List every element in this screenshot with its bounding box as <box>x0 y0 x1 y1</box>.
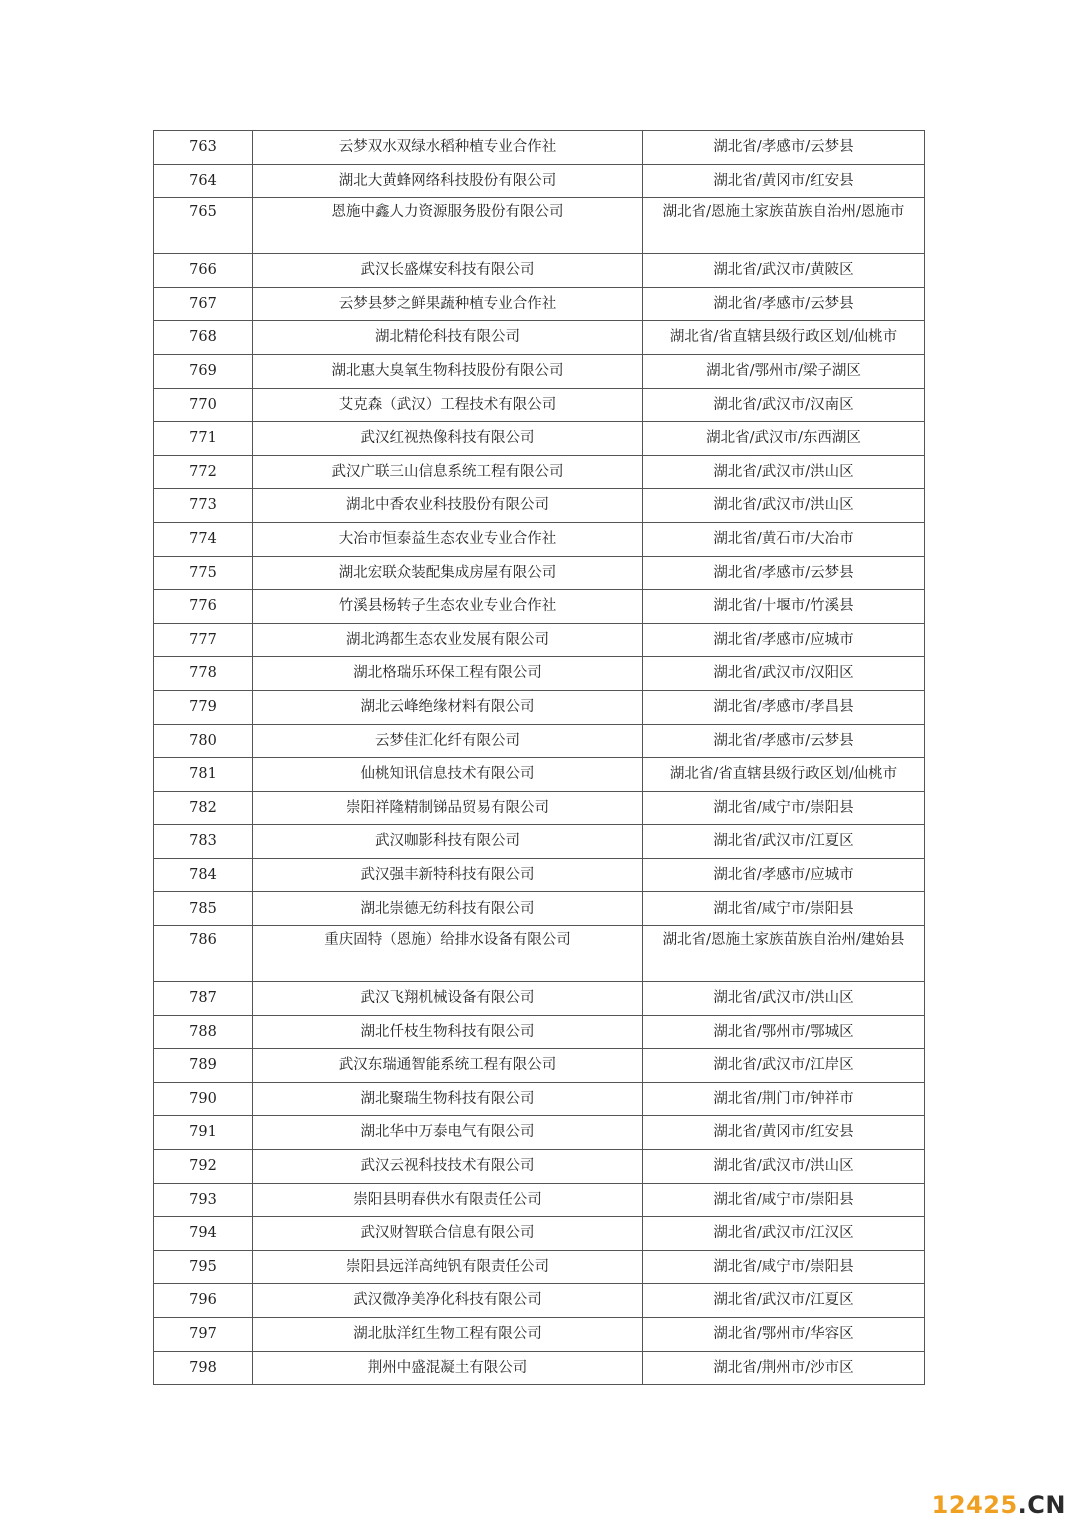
table-row <box>154 623 925 657</box>
table-row <box>154 422 925 456</box>
table-row <box>154 892 925 926</box>
row-number: 773 <box>154 489 253 523</box>
company-name: 湖北精伦科技有限公司 <box>253 321 643 355</box>
company-list-table <box>153 130 925 1385</box>
region-path: 湖北省/武汉市/汉阳区 <box>643 657 925 691</box>
region-path: 湖北省/咸宁市/崇阳县 <box>643 791 925 825</box>
row-number: 763 <box>154 131 253 165</box>
site-watermark <box>932 1491 1066 1519</box>
table-row <box>154 982 925 1016</box>
company-name: 荆州中盛混凝土有限公司 <box>253 1351 643 1385</box>
company-name: 湖北华中万泰电气有限公司 <box>253 1116 643 1150</box>
company-name: 湖北宏联众装配集成房屋有限公司 <box>253 556 643 590</box>
company-name: 武汉红视热像科技有限公司 <box>253 422 643 456</box>
company-name: 竹溪县杨转子生态农业专业合作社 <box>253 590 643 624</box>
company-name: 湖北仟枝生物科技有限公司 <box>253 1015 643 1049</box>
row-number: 775 <box>154 556 253 590</box>
row-number: 794 <box>154 1217 253 1251</box>
row-number: 768 <box>154 321 253 355</box>
row-number: 764 <box>154 164 253 198</box>
company-name: 云梦县梦之鲜果蔬种植专业合作社 <box>253 287 643 321</box>
row-number: 774 <box>154 522 253 556</box>
region-path: 湖北省/武汉市/江夏区 <box>643 825 925 859</box>
row-number: 791 <box>154 1116 253 1150</box>
table-row <box>154 354 925 388</box>
table-row <box>154 131 925 165</box>
table-row <box>154 1250 925 1284</box>
row-number: 796 <box>154 1284 253 1318</box>
row-number: 782 <box>154 791 253 825</box>
row-number: 772 <box>154 455 253 489</box>
company-name: 崇阳县明春供水有限责任公司 <box>253 1183 643 1217</box>
row-number: 797 <box>154 1318 253 1352</box>
region-path: 湖北省/孝感市/云梦县 <box>643 724 925 758</box>
row-number: 771 <box>154 422 253 456</box>
region-path: 湖北省/武汉市/汉南区 <box>643 388 925 422</box>
region-path: 湖北省/武汉市/江汉区 <box>643 1217 925 1251</box>
table-row <box>154 825 925 859</box>
row-number: 798 <box>154 1351 253 1385</box>
table-row <box>154 858 925 892</box>
company-name: 艾克森（武汉）工程技术有限公司 <box>253 388 643 422</box>
region-path: 湖北省/恩施土家族苗族自治州/建始县 <box>643 926 925 982</box>
company-name: 湖北云峰绝缘材料有限公司 <box>253 690 643 724</box>
company-name: 武汉飞翔机械设备有限公司 <box>253 982 643 1016</box>
region-path: 湖北省/荆州市/沙市区 <box>643 1351 925 1385</box>
row-number: 790 <box>154 1082 253 1116</box>
table-row <box>154 1318 925 1352</box>
table-row <box>154 556 925 590</box>
company-name: 武汉长盛煤安科技有限公司 <box>253 254 643 288</box>
company-name: 恩施中鑫人力资源服务股份有限公司 <box>253 198 643 254</box>
watermark-suffix: .CN <box>1017 1491 1066 1519</box>
row-number: 792 <box>154 1150 253 1184</box>
region-path: 湖北省/武汉市/江岸区 <box>643 1049 925 1083</box>
row-number: 767 <box>154 287 253 321</box>
company-name: 崇阳祥隆精制锑品贸易有限公司 <box>253 791 643 825</box>
company-name: 大冶市恒泰益生态农业专业合作社 <box>253 522 643 556</box>
row-number: 795 <box>154 1250 253 1284</box>
region-path: 湖北省/武汉市/洪山区 <box>643 489 925 523</box>
row-number: 776 <box>154 590 253 624</box>
region-path: 湖北省/武汉市/江夏区 <box>643 1284 925 1318</box>
region-path: 湖北省/鄂州市/华容区 <box>643 1318 925 1352</box>
table-row <box>154 455 925 489</box>
company-name: 湖北聚瑞生物科技有限公司 <box>253 1082 643 1116</box>
company-name: 湖北肽洋红生物工程有限公司 <box>253 1318 643 1352</box>
row-number: 769 <box>154 354 253 388</box>
table-row <box>154 1049 925 1083</box>
table-row <box>154 1183 925 1217</box>
company-name: 武汉广联三山信息系统工程有限公司 <box>253 455 643 489</box>
table-row <box>154 590 925 624</box>
row-number: 788 <box>154 1015 253 1049</box>
region-path: 湖北省/咸宁市/崇阳县 <box>643 1183 925 1217</box>
region-path: 湖北省/孝感市/云梦县 <box>643 287 925 321</box>
table-row <box>154 1217 925 1251</box>
company-name: 武汉强丰新特科技有限公司 <box>253 858 643 892</box>
row-number: 777 <box>154 623 253 657</box>
table-row <box>154 1082 925 1116</box>
company-name: 湖北中香农业科技股份有限公司 <box>253 489 643 523</box>
row-number: 783 <box>154 825 253 859</box>
region-path: 湖北省/孝感市/云梦县 <box>643 131 925 165</box>
table-row <box>154 522 925 556</box>
company-name: 湖北大黄蜂网络科技股份有限公司 <box>253 164 643 198</box>
region-path: 湖北省/鄂州市/鄂城区 <box>643 1015 925 1049</box>
region-path: 湖北省/鄂州市/梁子湖区 <box>643 354 925 388</box>
region-path: 湖北省/恩施土家族苗族自治州/恩施市 <box>643 198 925 254</box>
table-row <box>154 758 925 792</box>
row-number: 781 <box>154 758 253 792</box>
row-number: 779 <box>154 690 253 724</box>
row-number: 784 <box>154 858 253 892</box>
region-path: 湖北省/省直辖县级行政区划/仙桃市 <box>643 321 925 355</box>
row-number: 789 <box>154 1049 253 1083</box>
table-row <box>154 690 925 724</box>
row-number: 766 <box>154 254 253 288</box>
region-path: 湖北省/武汉市/洪山区 <box>643 1150 925 1184</box>
table-row <box>154 388 925 422</box>
row-number: 780 <box>154 724 253 758</box>
region-path: 湖北省/省直辖县级行政区划/仙桃市 <box>643 758 925 792</box>
region-path: 湖北省/孝感市/应城市 <box>643 858 925 892</box>
table-row <box>154 489 925 523</box>
row-number: 765 <box>154 198 253 254</box>
table-row <box>154 1150 925 1184</box>
table-row <box>154 1351 925 1385</box>
company-name: 武汉财智联合信息有限公司 <box>253 1217 643 1251</box>
row-number: 786 <box>154 926 253 982</box>
company-name: 云梦佳汇化纤有限公司 <box>253 724 643 758</box>
table-row <box>154 198 925 254</box>
region-path: 湖北省/咸宁市/崇阳县 <box>643 1250 925 1284</box>
company-name: 武汉咖影科技有限公司 <box>253 825 643 859</box>
company-name: 武汉微净美净化科技有限公司 <box>253 1284 643 1318</box>
region-path: 湖北省/黄冈市/红安县 <box>643 1116 925 1150</box>
table-row <box>154 1284 925 1318</box>
table-body <box>154 131 925 1385</box>
region-path: 湖北省/武汉市/洪山区 <box>643 982 925 1016</box>
company-name: 湖北格瑞乐环保工程有限公司 <box>253 657 643 691</box>
row-number: 770 <box>154 388 253 422</box>
row-number: 793 <box>154 1183 253 1217</box>
company-name: 湖北鸿都生态农业发展有限公司 <box>253 623 643 657</box>
company-name: 武汉东瑞通智能系统工程有限公司 <box>253 1049 643 1083</box>
watermark-digits: 12425 <box>931 1491 1018 1519</box>
company-name: 崇阳县远洋高纯钒有限责任公司 <box>253 1250 643 1284</box>
table-row <box>154 791 925 825</box>
table-row <box>154 926 925 982</box>
region-path: 湖北省/十堰市/竹溪县 <box>643 590 925 624</box>
table-row <box>154 1015 925 1049</box>
company-name: 湖北惠大臭氧生物科技股份有限公司 <box>253 354 643 388</box>
row-number: 778 <box>154 657 253 691</box>
company-name: 云梦双水双绿水稻种植专业合作社 <box>253 131 643 165</box>
company-name: 重庆固特（恩施）给排水设备有限公司 <box>253 926 643 982</box>
row-number: 785 <box>154 892 253 926</box>
region-path: 湖北省/黄石市/大冶市 <box>643 522 925 556</box>
region-path: 湖北省/黄冈市/红安县 <box>643 164 925 198</box>
region-path: 湖北省/武汉市/洪山区 <box>643 455 925 489</box>
region-path: 湖北省/孝感市/应城市 <box>643 623 925 657</box>
table-row <box>154 254 925 288</box>
row-number: 787 <box>154 982 253 1016</box>
region-path: 湖北省/荆门市/钟祥市 <box>643 1082 925 1116</box>
table-row <box>154 657 925 691</box>
region-path: 湖北省/咸宁市/崇阳县 <box>643 892 925 926</box>
table-row <box>154 164 925 198</box>
region-path: 湖北省/武汉市/黄陂区 <box>643 254 925 288</box>
region-path: 湖北省/孝感市/云梦县 <box>643 556 925 590</box>
region-path: 湖北省/武汉市/东西湖区 <box>643 422 925 456</box>
table-row <box>154 287 925 321</box>
table-row <box>154 724 925 758</box>
company-name: 武汉云视科技技术有限公司 <box>253 1150 643 1184</box>
table-row <box>154 1116 925 1150</box>
region-path: 湖北省/孝感市/孝昌县 <box>643 690 925 724</box>
table-row <box>154 321 925 355</box>
company-name: 仙桃知讯信息技术有限公司 <box>253 758 643 792</box>
company-name: 湖北崇德无纺科技有限公司 <box>253 892 643 926</box>
